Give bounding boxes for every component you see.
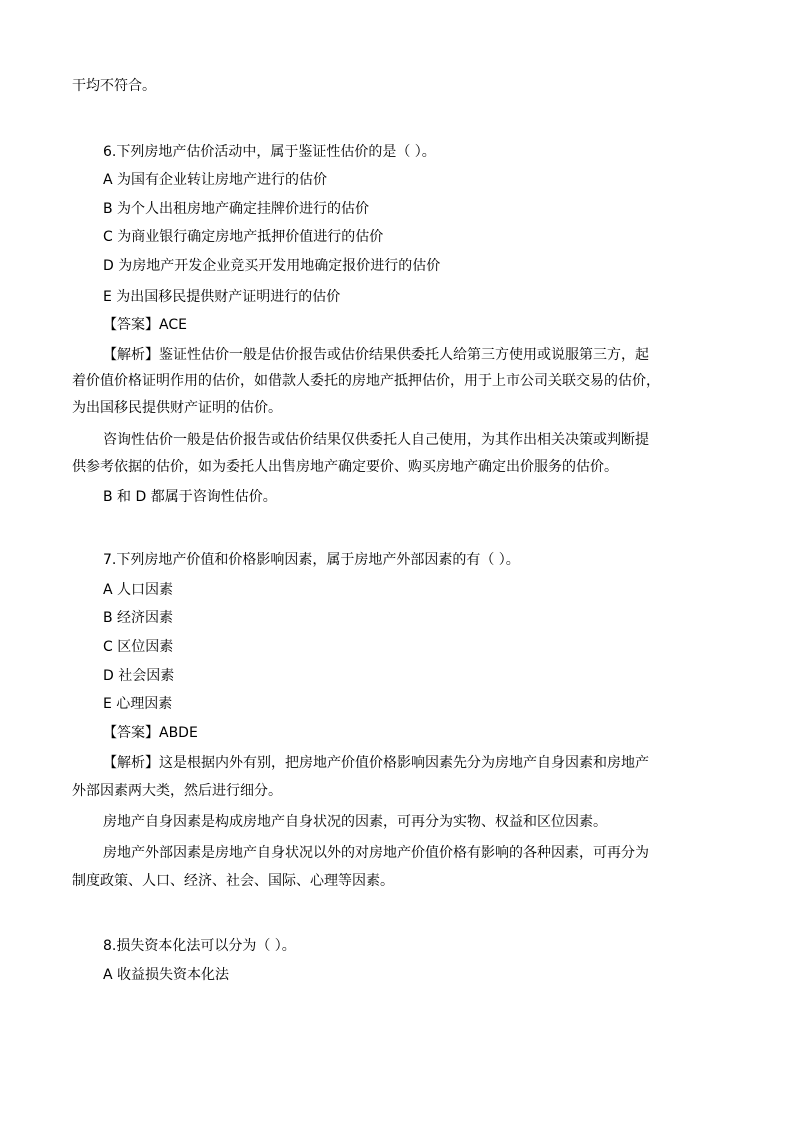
question-6-analysis-line: 供参考依据的估价，如为委托人出售房地产确定要价、购买房地产确定出价服务的估价。 bbox=[72, 459, 618, 475]
question-7-analysis-line: 房地产自身因素是构成房地产自身状况的因素，可再分为实物、权益和区位因素。 bbox=[103, 814, 607, 830]
question-8-option-a: A 收益损失资本化法 bbox=[103, 967, 230, 983]
question-6-option-c: C 为商业银行确定房地产抵押价值进行的估价 bbox=[103, 229, 384, 245]
question-6-analysis-line: 【解析】鉴证性估价一般是估价报告或估价结果供委托人给第三方使用或说服第三方，起 bbox=[103, 347, 649, 363]
continuation-text: 干均不符合。 bbox=[72, 78, 156, 94]
question-7-analysis-line: 外部因素两大类，然后进行细分。 bbox=[72, 783, 282, 799]
question-7-option-d: D 社会因素 bbox=[103, 668, 175, 684]
question-7-analysis-line: 房地产外部因素是房地产自身状况以外的对房地产价值价格有影响的各种因素，可再分为 bbox=[103, 845, 649, 861]
question-6-option-e: E 为出国移民提供财产证明进行的估价 bbox=[103, 289, 341, 305]
question-7-option-b: B 经济因素 bbox=[103, 610, 174, 626]
question-6-analysis-line: 咨询性估价一般是估价报告或估价结果仅供委托人自己使用，为其作出相关决策或判断提 bbox=[103, 432, 649, 448]
question-6-analysis-line: 着价值价格证明作用的估价，如借款人委托的房地产抵押估价，用于上市公司关联交易的估价， bbox=[72, 373, 660, 389]
question-6-option-d: D 为房地产开发企业竞买开发用地确定报价进行的估价 bbox=[103, 258, 441, 274]
question-6-analysis-line: 为出国移民提供财产证明的估价。 bbox=[72, 400, 282, 416]
question-6-analysis-line: B 和 D 都属于咨询性估价。 bbox=[103, 489, 277, 505]
question-7-option-e: E 心理因素 bbox=[103, 696, 173, 712]
question-6-stem: 6.下列房地产估价活动中，属于鉴证性估价的是（ ）。 bbox=[103, 144, 436, 160]
question-7-stem: 7.下列房地产价值和价格影响因素，属于房地产外部因素的有（ ）。 bbox=[103, 552, 520, 568]
question-7-answer: 【答案】ABDE bbox=[103, 725, 198, 741]
question-7-analysis-line: 制度政策、人口、经济、社会、国际、心理等因素。 bbox=[72, 873, 394, 889]
question-6-answer: 【答案】ACE bbox=[103, 317, 187, 333]
question-6-option-b: B 为个人出租房地产确定挂牌价进行的估价 bbox=[103, 201, 370, 217]
question-7-option-a: A 人口因素 bbox=[103, 582, 174, 598]
question-7-analysis-line: 【解析】这是根据内外有别，把房地产价值价格影响因素先分为房地产自身因素和房地产 bbox=[103, 755, 649, 771]
question-8-stem: 8.损失资本化法可以分为（ ）。 bbox=[103, 938, 296, 954]
question-7-option-c: C 区位因素 bbox=[103, 639, 174, 655]
question-6-option-a: A 为国有企业转让房地产进行的估价 bbox=[103, 172, 328, 188]
